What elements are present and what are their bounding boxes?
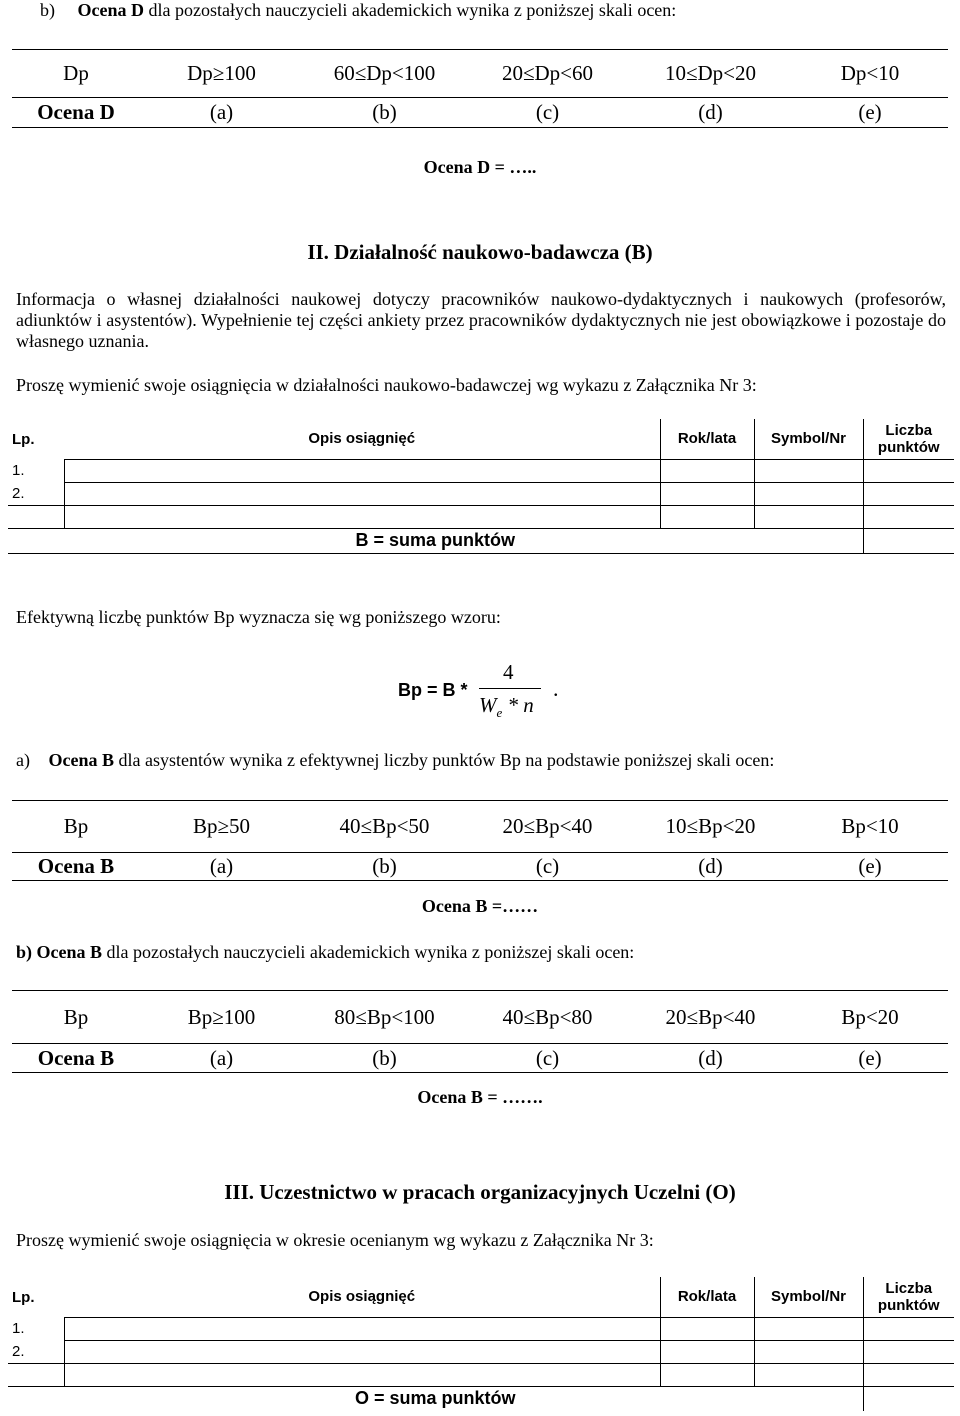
item-prefix: b) bbox=[16, 942, 33, 962]
cell-liczba[interactable] bbox=[863, 505, 954, 528]
section-ii-heading: II. Działalność naukowo-badawcza (B) bbox=[307, 240, 653, 264]
scale-cell: Bp<20 bbox=[792, 991, 948, 1044]
cell-rok[interactable] bbox=[660, 459, 754, 482]
scale-cell: (e) bbox=[792, 853, 948, 881]
col-header-symbol: Symbol/Nr bbox=[754, 1277, 863, 1317]
cell-liczba[interactable] bbox=[863, 459, 954, 482]
scale-cell: 20≤Dp<60 bbox=[466, 50, 629, 98]
scale-cell: (d) bbox=[629, 98, 792, 128]
scale-cell: Bp<10 bbox=[792, 801, 948, 853]
formula-end: . bbox=[553, 676, 559, 701]
ocena-d-result: Ocena D = ….. bbox=[423, 157, 537, 177]
col-header-lp: Lp. bbox=[12, 430, 35, 448]
cell-opis[interactable] bbox=[64, 1363, 660, 1386]
scale-cell: (e) bbox=[792, 98, 948, 128]
formula-fraction-bar bbox=[479, 688, 541, 689]
scale-cell: Bp bbox=[12, 991, 140, 1044]
col-header-lp: Lp. bbox=[12, 1288, 35, 1306]
row-lp: 2. bbox=[12, 484, 25, 502]
scale-cell: 40≤Bp<80 bbox=[466, 991, 629, 1044]
item-prefix: a) bbox=[16, 750, 30, 770]
sum-label-o: O = suma punktów bbox=[8, 1386, 863, 1411]
ocena-b-asystent-scale-table bbox=[12, 800, 948, 881]
row-lp bbox=[8, 505, 64, 528]
scale-cell: (d) bbox=[629, 853, 792, 881]
cell-rok[interactable] bbox=[660, 1317, 754, 1340]
section-iii-instruction: Proszę wymienić swoje osiągnięcia w okresie ocenianym wg wykazu z Załącznika Nr 3: bbox=[16, 1230, 654, 1250]
scale-cell: 40≤Bp<50 bbox=[303, 801, 466, 853]
cell-rok[interactable] bbox=[660, 1363, 754, 1386]
scale-cell: (c) bbox=[466, 1044, 629, 1073]
cell-symbol[interactable] bbox=[754, 505, 863, 528]
sum-label-b: B = suma punktów bbox=[8, 528, 863, 553]
scale-cell: (c) bbox=[466, 853, 629, 881]
cell-rok[interactable] bbox=[660, 1340, 754, 1363]
scale-cell: 10≤Bp<20 bbox=[629, 801, 792, 853]
scale-cell: (a) bbox=[140, 1044, 303, 1073]
col-header-opis: Opis osiągnięć bbox=[64, 1277, 660, 1317]
formula-denominator bbox=[479, 693, 534, 721]
scale-cell: Dp bbox=[12, 50, 140, 98]
cell-opis[interactable] bbox=[64, 1340, 660, 1363]
col-header-liczba: Liczba punktów bbox=[863, 1277, 954, 1317]
ocena-label: Ocena B bbox=[36, 942, 103, 962]
sum-value-b[interactable] bbox=[863, 528, 954, 553]
formula-den-sub: e bbox=[496, 705, 503, 721]
cell-opis[interactable] bbox=[64, 1317, 660, 1340]
scale-cell: (b) bbox=[303, 98, 466, 128]
ocena-b-asystent-intro bbox=[16, 750, 946, 771]
col-header-rok: Rok/lata bbox=[660, 1277, 754, 1317]
scale-cell: Ocena B bbox=[12, 1044, 140, 1073]
achievements-table-o bbox=[8, 1277, 954, 1411]
ocena-b-pozostali-scale-table bbox=[12, 990, 948, 1073]
scale-cell: Bp≥50 bbox=[140, 801, 303, 853]
col-header-symbol: Symbol/Nr bbox=[754, 419, 863, 459]
scale-cell: 20≤Bp<40 bbox=[629, 991, 792, 1044]
scale-cell: Dp<10 bbox=[792, 50, 948, 98]
section-ii-instruction: Proszę wymienić swoje osiągnięcia w działalności naukowo-badawczej wg wykazu z Załącznika Nr 3: bbox=[16, 375, 757, 395]
scale-cell: Ocena D bbox=[12, 98, 140, 128]
row-lp: 2. bbox=[12, 1342, 25, 1360]
ocena-d-scale-table bbox=[12, 49, 948, 128]
scale-cell: 10≤Dp<20 bbox=[629, 50, 792, 98]
sum-value-o[interactable] bbox=[863, 1386, 954, 1411]
cell-opis[interactable] bbox=[64, 505, 660, 528]
intro-text: dla pozostałych nauczycieli akademickich wynika z poniższej skali ocen: bbox=[102, 942, 635, 962]
scale-cell: Bp≥100 bbox=[140, 991, 303, 1044]
scale-cell: (c) bbox=[466, 98, 629, 128]
cell-liczba[interactable] bbox=[863, 1363, 954, 1386]
formula-den-w: W bbox=[479, 693, 497, 717]
cell-symbol[interactable] bbox=[754, 1340, 863, 1363]
cell-rok[interactable] bbox=[660, 482, 754, 505]
cell-opis[interactable] bbox=[64, 482, 660, 505]
scale-cell: (b) bbox=[303, 1044, 466, 1073]
scale-cell: (a) bbox=[140, 98, 303, 128]
scale-cell: Bp bbox=[12, 801, 140, 853]
cell-liczba[interactable] bbox=[863, 1317, 954, 1340]
col-header-liczba: Liczba punktów bbox=[863, 419, 954, 459]
scale-cell: (b) bbox=[303, 853, 466, 881]
item-prefix: b) bbox=[40, 0, 55, 20]
cell-liczba[interactable] bbox=[863, 482, 954, 505]
ocena-label: Ocena D bbox=[77, 0, 144, 20]
col-header-opis: Opis osiągnięć bbox=[64, 419, 660, 459]
ocena-b-pozostali-intro bbox=[16, 942, 946, 963]
scale-cell: 20≤Bp<40 bbox=[466, 801, 629, 853]
scale-cell: 60≤Dp<100 bbox=[303, 50, 466, 98]
formula-den-rest: * n bbox=[502, 693, 534, 717]
cell-symbol[interactable] bbox=[754, 459, 863, 482]
ocena-d-intro bbox=[40, 0, 940, 21]
ocena-label: Ocena B bbox=[48, 750, 114, 770]
col-header-rok: Rok/lata bbox=[660, 419, 754, 459]
section-ii-info: Informacja o własnej działalności naukowej dotyczy pracowników naukowo-dydaktycznych i naukowych (profesorów, adiunktów i asystentów). Wypełnienie tej części ankiety przez pracowników dydaktycznych nie jest obowiązkowe i pozostaje do własnego uznania. bbox=[16, 289, 946, 351]
cell-symbol[interactable] bbox=[754, 1317, 863, 1340]
cell-opis[interactable] bbox=[64, 459, 660, 482]
formula-numerator: 4 bbox=[503, 660, 514, 684]
cell-symbol[interactable] bbox=[754, 482, 863, 505]
cell-rok[interactable] bbox=[660, 505, 754, 528]
ocena-b-asystent-result: Ocena B =…… bbox=[421, 896, 539, 916]
scale-cell: Ocena B bbox=[12, 853, 140, 881]
formula-intro: Efektywną liczbę punktów Bp wyznacza się wg poniższego wzoru: bbox=[16, 607, 501, 627]
intro-text: dla asystentów wynika z efektywnej liczby punktów Bp na podstawie poniższej skali ocen: bbox=[113, 750, 775, 770]
formula-lhs: Bp = B * bbox=[398, 680, 468, 700]
cell-liczba[interactable] bbox=[863, 1340, 954, 1363]
section-iii-heading: III. Uczestnictwo w pracach organizacyjnych Uczelni (O) bbox=[224, 1180, 736, 1204]
cell-symbol[interactable] bbox=[754, 1363, 863, 1386]
scale-cell: (a) bbox=[140, 853, 303, 881]
scale-cell: (e) bbox=[792, 1044, 948, 1073]
achievements-table-b bbox=[8, 419, 954, 554]
row-lp: 1. bbox=[12, 462, 25, 479]
scale-cell: 80≤Bp<100 bbox=[303, 991, 466, 1044]
ocena-b-pozostali-result: Ocena B = ……. bbox=[417, 1087, 543, 1107]
row-lp bbox=[8, 1363, 64, 1386]
scale-cell: Dp≥100 bbox=[140, 50, 303, 98]
row-lp: 1. bbox=[12, 1320, 25, 1337]
intro-text: dla pozostałych nauczycieli akademickich wynika z poniższej skali ocen: bbox=[144, 0, 677, 20]
scale-cell: (d) bbox=[629, 1044, 792, 1073]
